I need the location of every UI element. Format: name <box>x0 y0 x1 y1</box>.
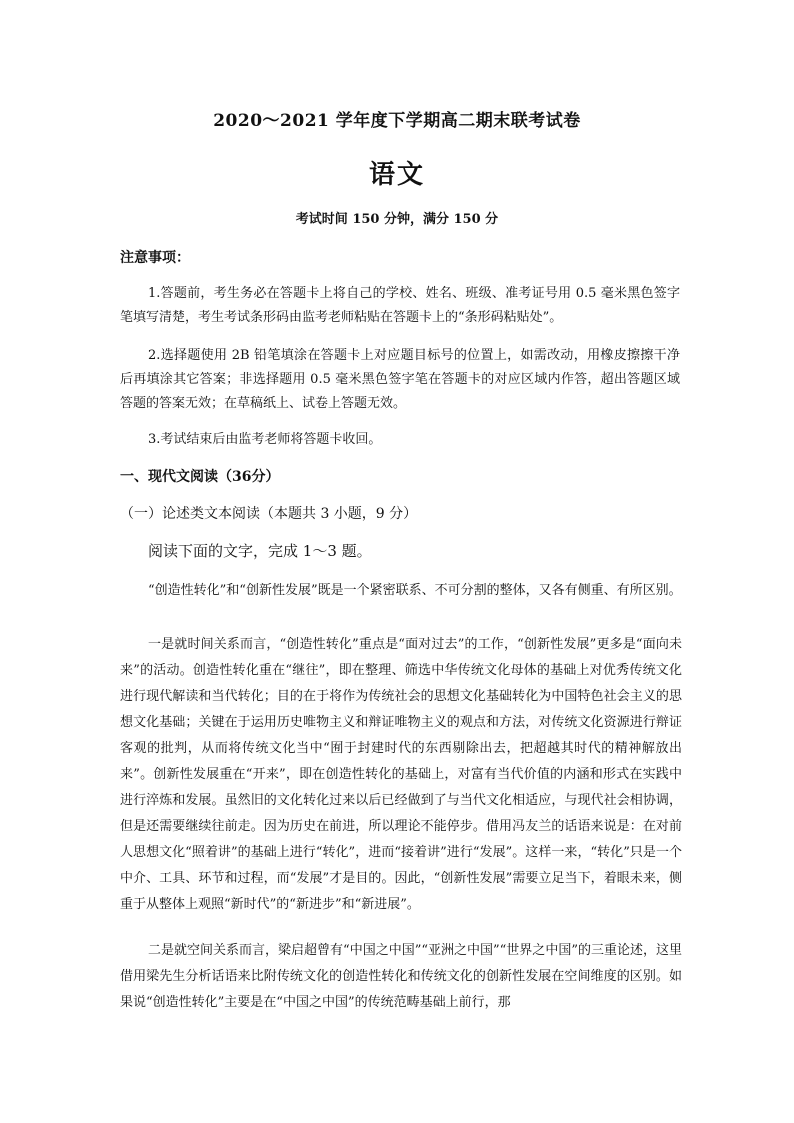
reading-instruction: 阅读下面的文字，完成 1～3 题。 <box>148 542 372 560</box>
notice-item: 3.考试结束后由监考老师将答题卡收回。 <box>148 432 382 447</box>
exam-time-score: 考试时间 150 分钟，满分 150 分 <box>295 212 499 227</box>
exam-title: 2020～2021 学年度下学期高二期末联考试卷 <box>213 111 581 131</box>
passage-paragraph: “创造性转化”和“创新性发展”既是一个紧密联系、不可分割的整体，又各有侧重、有所区别。 <box>148 583 682 598</box>
notice-item: 2.选择题使用 2B 铅笔填涂在答题卡上对应题目标号的位置上，如需改动，用橡皮擦擦干净后再填涂其它答案；非选择题用 0.5 毫米黑色签字笔在答题卡的对应区域内作答，超出答题区域答题的答案无效；在草稿纸上、试卷上答题无效。 <box>120 348 680 411</box>
section-heading: 一、现代文阅读（36分） <box>120 469 280 485</box>
subsection-heading: （一）论述类文本阅读（本题共 3 小题，9 分） <box>120 506 418 522</box>
notice-heading: 注意事项： <box>120 250 190 266</box>
subject-title: 语文 <box>368 160 425 190</box>
passage-paragraph: 二是就空间关系而言，梁启超曾有“中国之中国”“亚洲之中国”“世界之中国”的三重论述，这里借用梁先生分析话语来比附传统文化的创造性转化和传统文化的创新性发展在空间维度的区别。如果说“创造性转化”主要是在“中国之中国”的传统范畴基础上前行，那 <box>120 943 682 1010</box>
passage-paragraph: 一是就时间关系而言，“创造性转化”重点是“面对过去”的工作，“创新性发展”更多是“面向未来”的活动。创造性转化重在“继往”，即在整理、筛选中华传统文化母体的基础上对优秀传统文化进行现代解读和当代转化；目的在于将作为传统社会的思想文化基础转化为中国特色社会主义的思想文化基础；关键在于运用历史唯物主义和辩证唯物主义的观点和方法，对传统文化资源进行辩证客观的批判，从而将传统文化当中“囿于封建时代的东西剔除出去，把超越其时代的精神解放出来”。创新性发展重在“开来”，即在创造性转化的基础上，对富有当代价值的内涵和形式在实践中进行淬炼和发展。虽然旧的文化转化过来以后已经做到了与当代文化相适应，与现代社会相协调，但是还需要继续往前走。因为历史在前进，所以理论不能停步。借用冯友兰的话语来说是：在对前人思想文化“照着讲”的基础上进行“转化”，进而“接着讲”进行“发展”。这样一来，“转化”只是一个中介、工具、环节和过程，而“发展”才是目的。因此，“创新性发展”需要立足当下，着眼未来，侧重于从整体上观照“新时代”的“新进步”和“新进展”。 <box>120 637 682 912</box>
notice-item: 1.答题前，考生务必在答题卡上将自己的学校、姓名、班级、准考证号用 0.5 毫米黑色签字笔填写清楚，考生考试条形码由监考老师粘贴在答题卡上的“条形码粘贴处”。 <box>120 286 680 325</box>
